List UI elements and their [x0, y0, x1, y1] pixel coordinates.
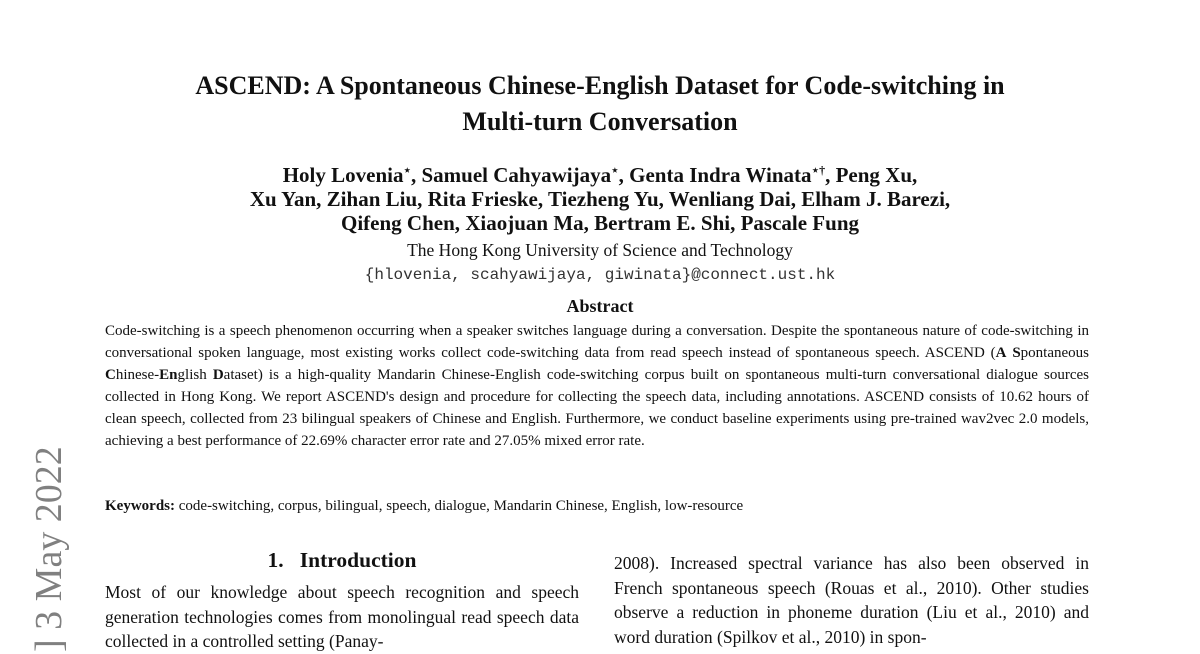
contact-email: {hlovenia, scahyawijaya, giwinata}@connect.ust.hk	[364, 266, 836, 284]
equal-contribution-mark: ⋆	[403, 163, 411, 177]
author-list	[100, 163, 1100, 235]
arxiv-date: ] 3 May 2022	[28, 446, 70, 652]
acronym-letter: S	[1012, 345, 1021, 361]
acronym-letter: A	[995, 345, 1007, 361]
paper-title-line-2: Multi-turn Conversation	[462, 107, 738, 136]
author-name: , Samuel Cahyawijaya	[411, 163, 612, 187]
author-line-2: Xu Yan, Zihan Liu, Rita Frieske, Tiezheng Yu, Wenliang Dai, Elham J. Barezi,	[249, 187, 951, 211]
abstract-body	[105, 320, 1089, 452]
arxiv-side-stamp	[24, 420, 74, 652]
section-heading-introduction: 1. Introduction	[267, 548, 417, 572]
author-line-1	[100, 163, 1100, 187]
keywords	[105, 495, 1089, 517]
acronym-letter: En	[159, 367, 178, 383]
abstract-heading: Abstract	[566, 296, 634, 316]
author-name: Holy Lovenia	[282, 163, 404, 187]
author-line-3: Qifeng Chen, Xiaojuan Ma, Bertram E. Shi, Pascale Fung	[341, 211, 859, 235]
acronym-letter: D	[212, 367, 224, 383]
keywords-label: Keywords:	[105, 498, 175, 514]
intro-left-column: Most of our knowledge about speech recognition and speech generation technologies comes from monolingual read speech data collected in a controlled setting (Panay-	[105, 582, 579, 651]
abstract-text: glish	[177, 367, 213, 383]
author-name: , Peng Xu,	[825, 163, 918, 187]
acronym-letter: C	[105, 367, 116, 383]
abstract-text: hinese-	[115, 367, 160, 383]
equal-contribution-mark: ⋆†	[811, 163, 826, 177]
paper-title-line-1: ASCEND: A Spontaneous Chinese-English Dataset for Code-switching in	[195, 71, 1005, 100]
abstract-text: ) is a high-quality Mandarin Chinese-English code-switching corpus built on spontaneous multi-turn conversational dialogue sources collected in Hong Kong. We report ASCEND's design and procedure for collecting the speech data, including annotations. ASCEND consists of 10.62 hours of clean speech, collected from 23 bilingual speakers of Chinese and English. Furthermore, we conduct baseline experiments using pre-trained wav2vec 2.0 models, achieving a best performance of 22.69% character error rate and 27.05% mixed error rate.	[105, 367, 1089, 449]
abstract-text: pontaneous	[1020, 345, 1089, 361]
abstract-text: Code-switching is a speech phenomenon occurring when a speaker switches language during a conversation. Despite the spontaneous nature of code-switching in conversational spoken language, most existing works collect code-switching data from read speech instead of spontaneous speech. ASCEND (	[105, 323, 1089, 361]
author-name: , Genta Indra Winata	[618, 163, 812, 187]
intro-right-column: 2008). Increased spectral variance has also been observed in French spontaneous speech (Rouas et al., 2010). Other studies observe a reduction in phoneme duration (Liu et al., 2010) and word duration (Spilkov et al., 2010) in spon-	[614, 553, 1089, 647]
affiliation: The Hong Kong University of Science and Technology	[407, 240, 793, 260]
abstract-text: ataset	[223, 367, 258, 383]
equal-contribution-mark: ⋆	[611, 163, 619, 177]
keywords-list: code-switching, corpus, bilingual, speech, dialogue, Mandarin Chinese, English, low-resource	[175, 498, 744, 514]
paper-title	[100, 68, 1100, 140]
